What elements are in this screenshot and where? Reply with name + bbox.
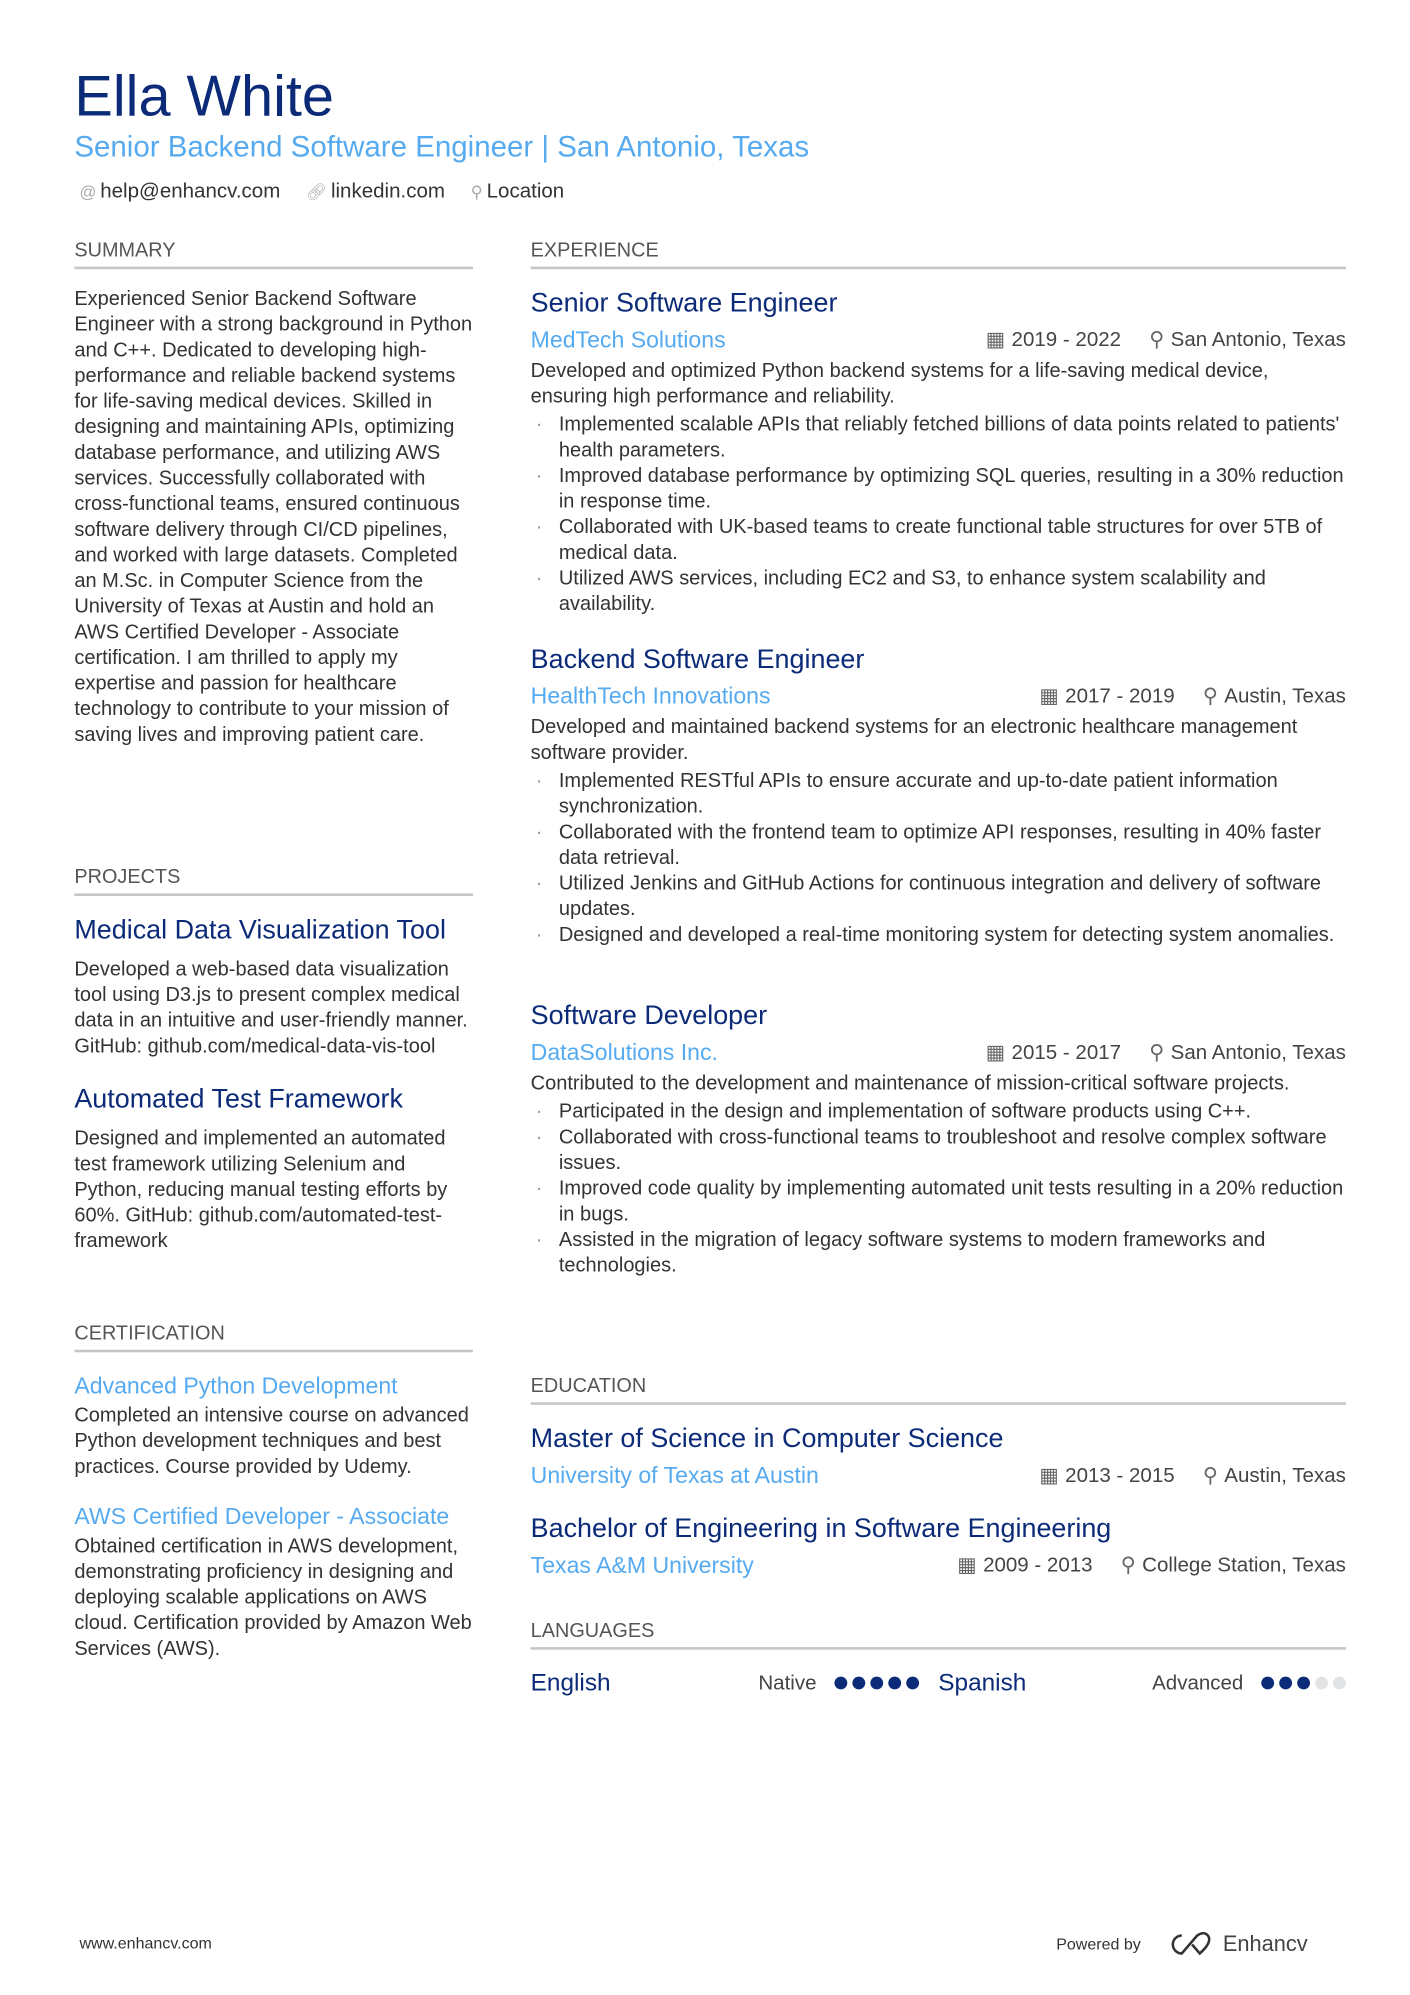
job-bullets	[531, 769, 1346, 948]
job-title: Software Developer	[530, 1001, 768, 1031]
job-dates: 2019 - 2022	[1011, 329, 1122, 352]
location-pin-icon: ⚲	[1120, 1554, 1136, 1577]
language-level: Advanced	[1152, 1672, 1244, 1695]
rating-dot	[1315, 1677, 1328, 1690]
school-name: University of Texas at Austin	[530, 1462, 819, 1489]
experience-bullet: · Collaborated with cross-functional teams to troubleshoot and resolve complex software issues.	[531, 1125, 1346, 1176]
summary-text: Experienced Senior Backend Software Engineer with a strong background in Python and C++. Dedicated to developing high-performance and reliable backend systems for life-saving medical devices. Skilled in designing and maintaining APIs, optimizing database performance, and utilizing AWS services. Successfully collaborated with cross-functional teams, ensured continuous software delivery through CI/CD pipelines, and worked with large datasets. Completed an M.Sc. in Computer Science from the University of Texas at Austin and hold an AWS Certified Developer - Associate certification. I am thrilled to apply my expertise and passion for healthcare technology to contribute to your mission of saving lives and improving patient care.	[74, 288, 473, 747]
job-description: Contributed to the development and maintenance of mission-critical software projects.	[530, 1072, 1290, 1095]
experience-bullet: · Assisted in the migration of legacy software systems to modern frameworks and technologies.	[531, 1228, 1346, 1279]
calendar-icon: ▦	[1039, 1465, 1059, 1487]
project-title: Medical Data Visualization Tool	[74, 915, 446, 945]
education-dates: 2009 - 2013	[983, 1554, 1093, 1577]
experience-bullet: · Utilized AWS services, including EC2 and S3, to enhance system scalability and availability.	[531, 567, 1346, 618]
contact-location	[471, 178, 565, 206]
experience-section	[531, 238, 1346, 269]
contact-linkedin[interactable]	[306, 178, 445, 206]
job-title: Senior Software Engineer	[530, 288, 838, 318]
degree-title: Master of Science in Computer Science	[530, 1424, 1004, 1454]
language-item	[938, 1670, 1346, 1698]
enhancv-logo-icon	[1166, 1932, 1212, 1958]
experience-bullet: · Improved code quality by implementing automated unit tests resulting in a 20% reduction in bugs.	[531, 1177, 1346, 1228]
experience-bullet: · Participated in the design and implementation of software products using C++.	[531, 1100, 1346, 1126]
location-pin-icon: ⚲	[470, 182, 483, 202]
cert-title: AWS Certified Developer - Associate	[74, 1503, 450, 1530]
job-dates: 2017 - 2019	[1065, 685, 1175, 708]
job-meta	[1039, 683, 1346, 709]
languages-section	[531, 1619, 1346, 1698]
language-rating	[1256, 1673, 1346, 1696]
project-desc: Developed a web-based data visualization tool using D3.js to present complex medical data in an intuitive and user-friendly manner. GitHub: github.com/medical-data-vis-tool	[74, 958, 468, 1058]
project-desc: Designed and implemented an automated test framework utilizing Selenium and Python, reducing manual testing efforts by 60%. GitHub: github.com/automated-test-framework	[74, 1127, 448, 1253]
job-description: Developed and optimized Python backend systems for a life-saving medical device, ensuring high performance and reliability.	[530, 360, 1269, 408]
cert-item	[74, 1501, 473, 1663]
job-meta	[986, 327, 1346, 353]
rating-dot	[1279, 1677, 1292, 1690]
location-pin-icon: ⚲	[1202, 1465, 1218, 1487]
link-icon: 🔗︎	[305, 182, 328, 202]
experience-item	[531, 1000, 1346, 1279]
cert-desc: Completed an intensive course on advanced Python development techniques and best practices. Course provided by Udemy.	[74, 1404, 469, 1478]
experience-bullet: · Collaborated with UK-based teams to create functional table structures for over 5TB of medical data.	[531, 515, 1346, 566]
experience-item	[531, 643, 1346, 948]
project-title: Automated Test Framework	[74, 1084, 403, 1114]
company-name: HealthTech Innovations	[530, 683, 771, 709]
language-name: English	[530, 1670, 611, 1698]
powered-by-text: Powered by	[1056, 1935, 1141, 1954]
cert-item	[74, 1370, 473, 1480]
experience-bullet: · Collaborated with the frontend team to optimize API responses, resulting in 40% faster data retrieval.	[531, 820, 1346, 871]
language-level: Native	[758, 1672, 817, 1695]
project-item	[74, 1083, 473, 1255]
footer-website[interactable]: www.enhancv.com	[79, 1934, 212, 1953]
footer-powered	[1056, 1932, 1307, 1958]
experience-bullet: · Implemented RESTful APIs to ensure accurate and up-to-date patient information synchronization.	[531, 769, 1346, 820]
calendar-icon: ▦	[985, 329, 1006, 352]
rating-dot	[1333, 1677, 1346, 1690]
cert-title: Advanced Python Development	[74, 1372, 398, 1399]
rating-dot	[834, 1677, 847, 1690]
rating-dot	[906, 1677, 919, 1690]
experience-bullet: · Implemented scalable APIs that reliably fetched billions of data points related to patients' health parameters.	[531, 413, 1346, 464]
education-item	[531, 1513, 1346, 1581]
summary-heading: SUMMARY	[74, 238, 473, 269]
experience-bullet: · Designed and developed a real-time monitoring system for detecting system anomalies.	[531, 923, 1346, 949]
language-item	[531, 1670, 939, 1698]
enhancv-brand: Enhancv	[1222, 1931, 1308, 1957]
education-item	[531, 1423, 1346, 1491]
project-item	[74, 914, 473, 1060]
experience-bullet: · Utilized Jenkins and GitHub Actions for continuous integration and delivery of software updates.	[531, 872, 1346, 923]
education-location: College Station, Texas	[1142, 1554, 1346, 1577]
location-pin-icon: ⚲	[1149, 1042, 1165, 1064]
linkedin-text: linkedin.com	[330, 180, 445, 203]
certification-section	[74, 1322, 473, 1663]
calendar-icon: ▦	[985, 1042, 1006, 1064]
rating-dot	[1261, 1677, 1274, 1690]
contact-row	[79, 178, 564, 206]
location-pin-icon: ⚲	[1202, 685, 1218, 708]
job-dates: 2015 - 2017	[1011, 1042, 1122, 1064]
calendar-icon: ▦	[1039, 685, 1059, 708]
rating-dot	[888, 1677, 901, 1690]
job-bullets	[531, 1100, 1346, 1279]
contact-email[interactable]	[79, 178, 280, 206]
calendar-icon: ▦	[957, 1554, 977, 1577]
rating-dot	[870, 1677, 883, 1690]
location-pin-icon: ⚲	[1149, 329, 1165, 352]
job-location: Austin, Texas	[1224, 685, 1346, 708]
cert-desc: Obtained certification in AWS development, demonstrating proficiency in designing and deploying scalable applications on AWS cloud. Certification provided by Amazon Web Services (AWS).	[74, 1535, 472, 1660]
at-icon: @	[79, 182, 97, 202]
projects-heading: PROJECTS	[74, 865, 473, 896]
rating-dot	[1297, 1677, 1310, 1690]
company-name: MedTech Solutions	[530, 326, 726, 353]
education-meta	[957, 1552, 1346, 1578]
candidate-name: Ella White	[74, 62, 335, 129]
education-location: Austin, Texas	[1224, 1465, 1346, 1487]
enhancv-logo	[1166, 1932, 1307, 1958]
education-dates: 2013 - 2015	[1065, 1465, 1175, 1487]
experience-bullet: · Improved database performance by optimizing SQL queries, resulting in a 30% reduction in response time.	[531, 464, 1346, 515]
language-rating	[829, 1673, 919, 1696]
languages-heading: LANGUAGES	[531, 1619, 1346, 1650]
job-title: Backend Software Engineer	[530, 644, 865, 675]
education-meta	[1039, 1463, 1346, 1489]
projects-section	[74, 865, 473, 1255]
summary-section	[74, 238, 473, 748]
company-name: DataSolutions Inc.	[530, 1039, 718, 1066]
rating-dot	[852, 1677, 865, 1690]
school-name: Texas A&M University	[530, 1552, 754, 1578]
email-text: help@enhancv.com	[100, 180, 281, 203]
languages-list	[531, 1670, 1346, 1698]
candidate-subtitle: Senior Backend Software Engineer | San Antonio, Texas	[74, 129, 810, 163]
job-bullets	[531, 413, 1346, 618]
certification-heading: CERTIFICATION	[74, 1322, 473, 1353]
job-location: San Antonio, Texas	[1170, 1042, 1346, 1064]
degree-title: Bachelor of Engineering in Software Engineering	[530, 1513, 1112, 1544]
job-location: San Antonio, Texas	[1170, 329, 1346, 352]
experience-item	[531, 287, 1346, 618]
language-name: Spanish	[938, 1670, 1027, 1698]
experience-heading: EXPERIENCE	[531, 238, 1346, 269]
location-text: Location	[486, 180, 565, 203]
education-heading: EDUCATION	[531, 1374, 1346, 1405]
education-section	[531, 1374, 1346, 1405]
job-meta	[986, 1040, 1346, 1066]
job-description: Developed and maintained backend systems for an electronic healthcare management software provider.	[530, 716, 1298, 764]
